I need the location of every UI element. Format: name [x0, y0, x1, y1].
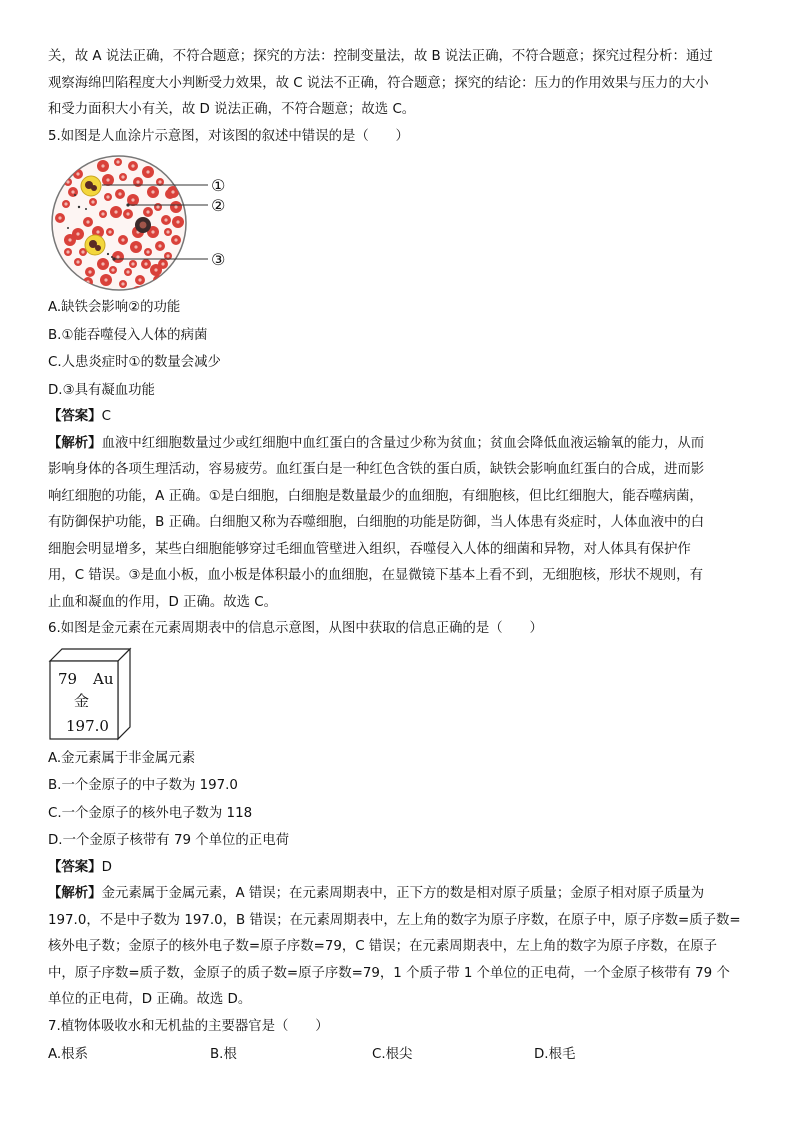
prev-explanation-line: 观察海绵凹陷程度大小判断受力效果，故 C 说法不正确，符合题意；探究的结论：压力的作用效果与压力的大小	[48, 75, 709, 91]
q7-options-row	[48, 1040, 748, 1069]
q6-option-a: A.金元素属于非金属元素	[48, 750, 196, 766]
red-blood-cell-center	[151, 230, 154, 233]
red-blood-cell-center	[58, 216, 61, 219]
red-blood-cell-center	[108, 230, 111, 233]
red-blood-cell-center	[161, 262, 164, 265]
red-blood-cell-center	[111, 268, 114, 271]
white-blood-cell-1	[81, 176, 101, 196]
q5-analysis-line	[48, 431, 748, 458]
q5-option-c: C.人患炎症时①的数量会减少	[48, 355, 221, 370]
white-blood-cell-3	[135, 217, 151, 233]
red-blood-cell-center	[101, 262, 104, 265]
q7-stem: 7.植物体吸收水和无机盐的主要器官是（ ）	[48, 1018, 329, 1034]
red-blood-cell-center	[136, 180, 139, 183]
red-blood-cell-center	[106, 195, 109, 198]
analysis-text: 金元素属于金属元素，A 错误；在元素周期表中，正下方的数是相对原子质量；金原子相对原子质量为	[101, 886, 705, 901]
red-blood-cell-center	[64, 202, 67, 205]
q7-option-a: A.根系	[48, 1047, 88, 1062]
q5-option-a: A.缺铁会影响②的功能	[48, 300, 181, 315]
red-blood-cell-center	[126, 270, 129, 273]
red-blood-cell-center	[96, 230, 99, 233]
red-blood-cell-center	[118, 192, 121, 195]
red-blood-cell-center	[144, 262, 147, 265]
red-blood-cell-center	[131, 198, 134, 201]
label-1: ①	[211, 176, 226, 195]
red-blood-cell-center	[158, 180, 161, 183]
red-blood-cell-center	[114, 210, 117, 213]
red-blood-cell-center	[121, 238, 124, 241]
q6-analysis-line: 197.0，不是中子数为 197.0，B 错误；在元素周期表中，左上角的数字为原子序数，在原子中，原子序数=质子数=	[48, 912, 741, 928]
red-blood-cell-center	[151, 190, 154, 193]
q6-stem: 6.如图是金元素在元素周期表中的信息示意图，从图中获取的信息正确的是（ ）	[48, 621, 543, 636]
q5-analysis-line: 用，C 错误。③是血小板，血小板是体积最小的血细胞，在显微镜下基本上看不到，无细胞核，形状不规则，有	[48, 568, 703, 583]
red-blood-cell-center	[176, 220, 179, 223]
prev-explanation-line: 和受力面积大小有关，故 D 说法正确，不符合题意；故选 C。	[48, 102, 416, 117]
prev-explanation-line: 关，故 A 说法正确，不符合题意；探究的方法：控制变量法，故 B 说法正确，不符合题意；探究过程分析：通过	[48, 49, 713, 64]
red-blood-cell-center	[66, 250, 69, 253]
red-blood-cell-center	[146, 250, 149, 253]
answer-value: D	[101, 859, 112, 875]
red-blood-cell-center	[116, 160, 119, 163]
red-blood-cell-center	[121, 282, 124, 285]
red-blood-cell-center	[104, 278, 107, 281]
q5-stem: 5.如图是人血涂片示意图，对该图的叙述中错误的是（ ）	[48, 128, 409, 144]
red-blood-cell-center	[101, 164, 104, 167]
red-blood-cell-center	[171, 190, 174, 193]
red-blood-cell-center	[138, 278, 141, 281]
answer-tag: 【答案】	[48, 409, 102, 424]
red-blood-cell-center	[154, 268, 157, 271]
q7-option-c: C.根尖	[372, 1047, 413, 1062]
q5-analysis-line: 细胞会明显增多，某些白细胞能够穿过毛细血管壁进入组织，吞噬侵入人体的细菌和异物，对人体具有保护作	[48, 541, 691, 557]
red-blood-cell-center	[131, 262, 134, 265]
element-card-figure	[48, 647, 748, 745]
document-page	[48, 44, 748, 1069]
q7-option-b: B.根	[210, 1047, 237, 1062]
q6-option-c: C.一个金原子的核外电子数为 118	[48, 805, 253, 821]
q6-analysis-line: 中，原子序数=质子数，金原子的质子数=原子序数=79，1 个质子带 1 个单位的正电荷，一个金原子核带有 79 个	[48, 965, 730, 981]
red-blood-cell-center	[76, 260, 79, 263]
q5-analysis-line: 影响身体的各项生理活动，容易疲劳。血红蛋白是一种红色含铁的蛋白质，缺铁会影响血红蛋白的合成，进而影	[48, 462, 705, 477]
red-blood-cell-center	[106, 178, 109, 181]
red-blood-cell-center	[76, 232, 79, 235]
q5-option-d: D.③具有凝血功能	[48, 382, 155, 398]
red-blood-cell-center	[126, 212, 129, 215]
blood-smear-figure	[48, 152, 748, 294]
red-blood-cell-center	[156, 205, 159, 208]
red-blood-cell-center	[146, 210, 149, 213]
q6-analysis-line	[48, 881, 748, 908]
red-blood-cell-center	[158, 244, 161, 247]
red-blood-cell-center	[174, 205, 177, 208]
element-card	[48, 647, 148, 743]
label-2: ②	[211, 196, 226, 215]
red-blood-cell-center	[134, 245, 137, 248]
white-blood-cell-2	[85, 235, 105, 255]
red-blood-cell-center	[88, 270, 91, 273]
analysis-tag: 【解析】	[48, 435, 102, 451]
q6-option-b: B.一个金原子的中子数为 197.0	[48, 778, 238, 793]
red-blood-cell-center	[164, 218, 167, 221]
atomic-number: 79	[58, 669, 78, 688]
q7-option-d: D.根毛	[534, 1047, 576, 1062]
q5-option-b: B.①能吞噬侵入人体的病菌	[48, 327, 208, 343]
analysis-text: 血液中红细胞数量过少或红细胞中血红蛋白的含量过少称为贫血；贫血会降低血液运输氧的能力，从而	[101, 435, 705, 451]
q5-analysis-line: 有防御保护功能，B 正确。白细胞又称为吞噬细胞，白细胞的功能是防御，当人体患有炎症时，人体血液中的白	[48, 515, 705, 530]
red-blood-cell-center	[101, 212, 104, 215]
red-blood-cell-center	[166, 254, 169, 257]
element-name: 金	[74, 691, 90, 710]
red-blood-cell-center	[166, 230, 169, 233]
answer-tag: 【答案】	[48, 859, 102, 875]
q5-analysis-line: 响红细胞的功能，A 正确。①是白细胞，白细胞是数量最少的血细胞，有细胞核，但比红细胞大，能吞噬病菌，	[48, 488, 703, 504]
q6-analysis-line: 核外电子数；金原子的核外电子数=原子序数=79，C 错误；在元素周期表中，左上角的数字为原子序数，在原子	[48, 939, 718, 954]
red-blood-cell-center	[136, 290, 139, 293]
red-blood-cell-center	[174, 238, 177, 241]
red-blood-cell-center	[76, 172, 79, 175]
red-blood-cell-center	[131, 164, 134, 167]
red-blood-cell-center	[86, 220, 89, 223]
red-blood-cell-center	[71, 190, 74, 193]
label-3: ③	[211, 250, 226, 269]
red-blood-cell-center	[91, 200, 94, 203]
element-symbol: Au	[93, 669, 114, 688]
blood-smear-diagram	[48, 152, 288, 294]
q6-option-d: D.一个金原子核带有 79 个单位的正电荷	[48, 833, 289, 848]
q6-answer	[48, 855, 748, 882]
answer-value: C	[101, 409, 111, 424]
red-blood-cell-center	[146, 170, 149, 173]
analysis-tag: 【解析】	[48, 886, 102, 901]
atomic-mass: 197.0	[66, 716, 109, 735]
q6-analysis-line: 单位的正电荷，D 正确。故选 D。	[48, 992, 252, 1007]
red-blood-cell-center	[121, 175, 124, 178]
red-blood-cell-center	[81, 250, 84, 253]
q5-analysis-line: 止血和凝血的作用，D 正确。故选 C。	[48, 594, 278, 610]
red-blood-cell-center	[68, 238, 71, 241]
q5-answer	[48, 404, 748, 431]
red-blood-cell-center	[116, 255, 119, 258]
